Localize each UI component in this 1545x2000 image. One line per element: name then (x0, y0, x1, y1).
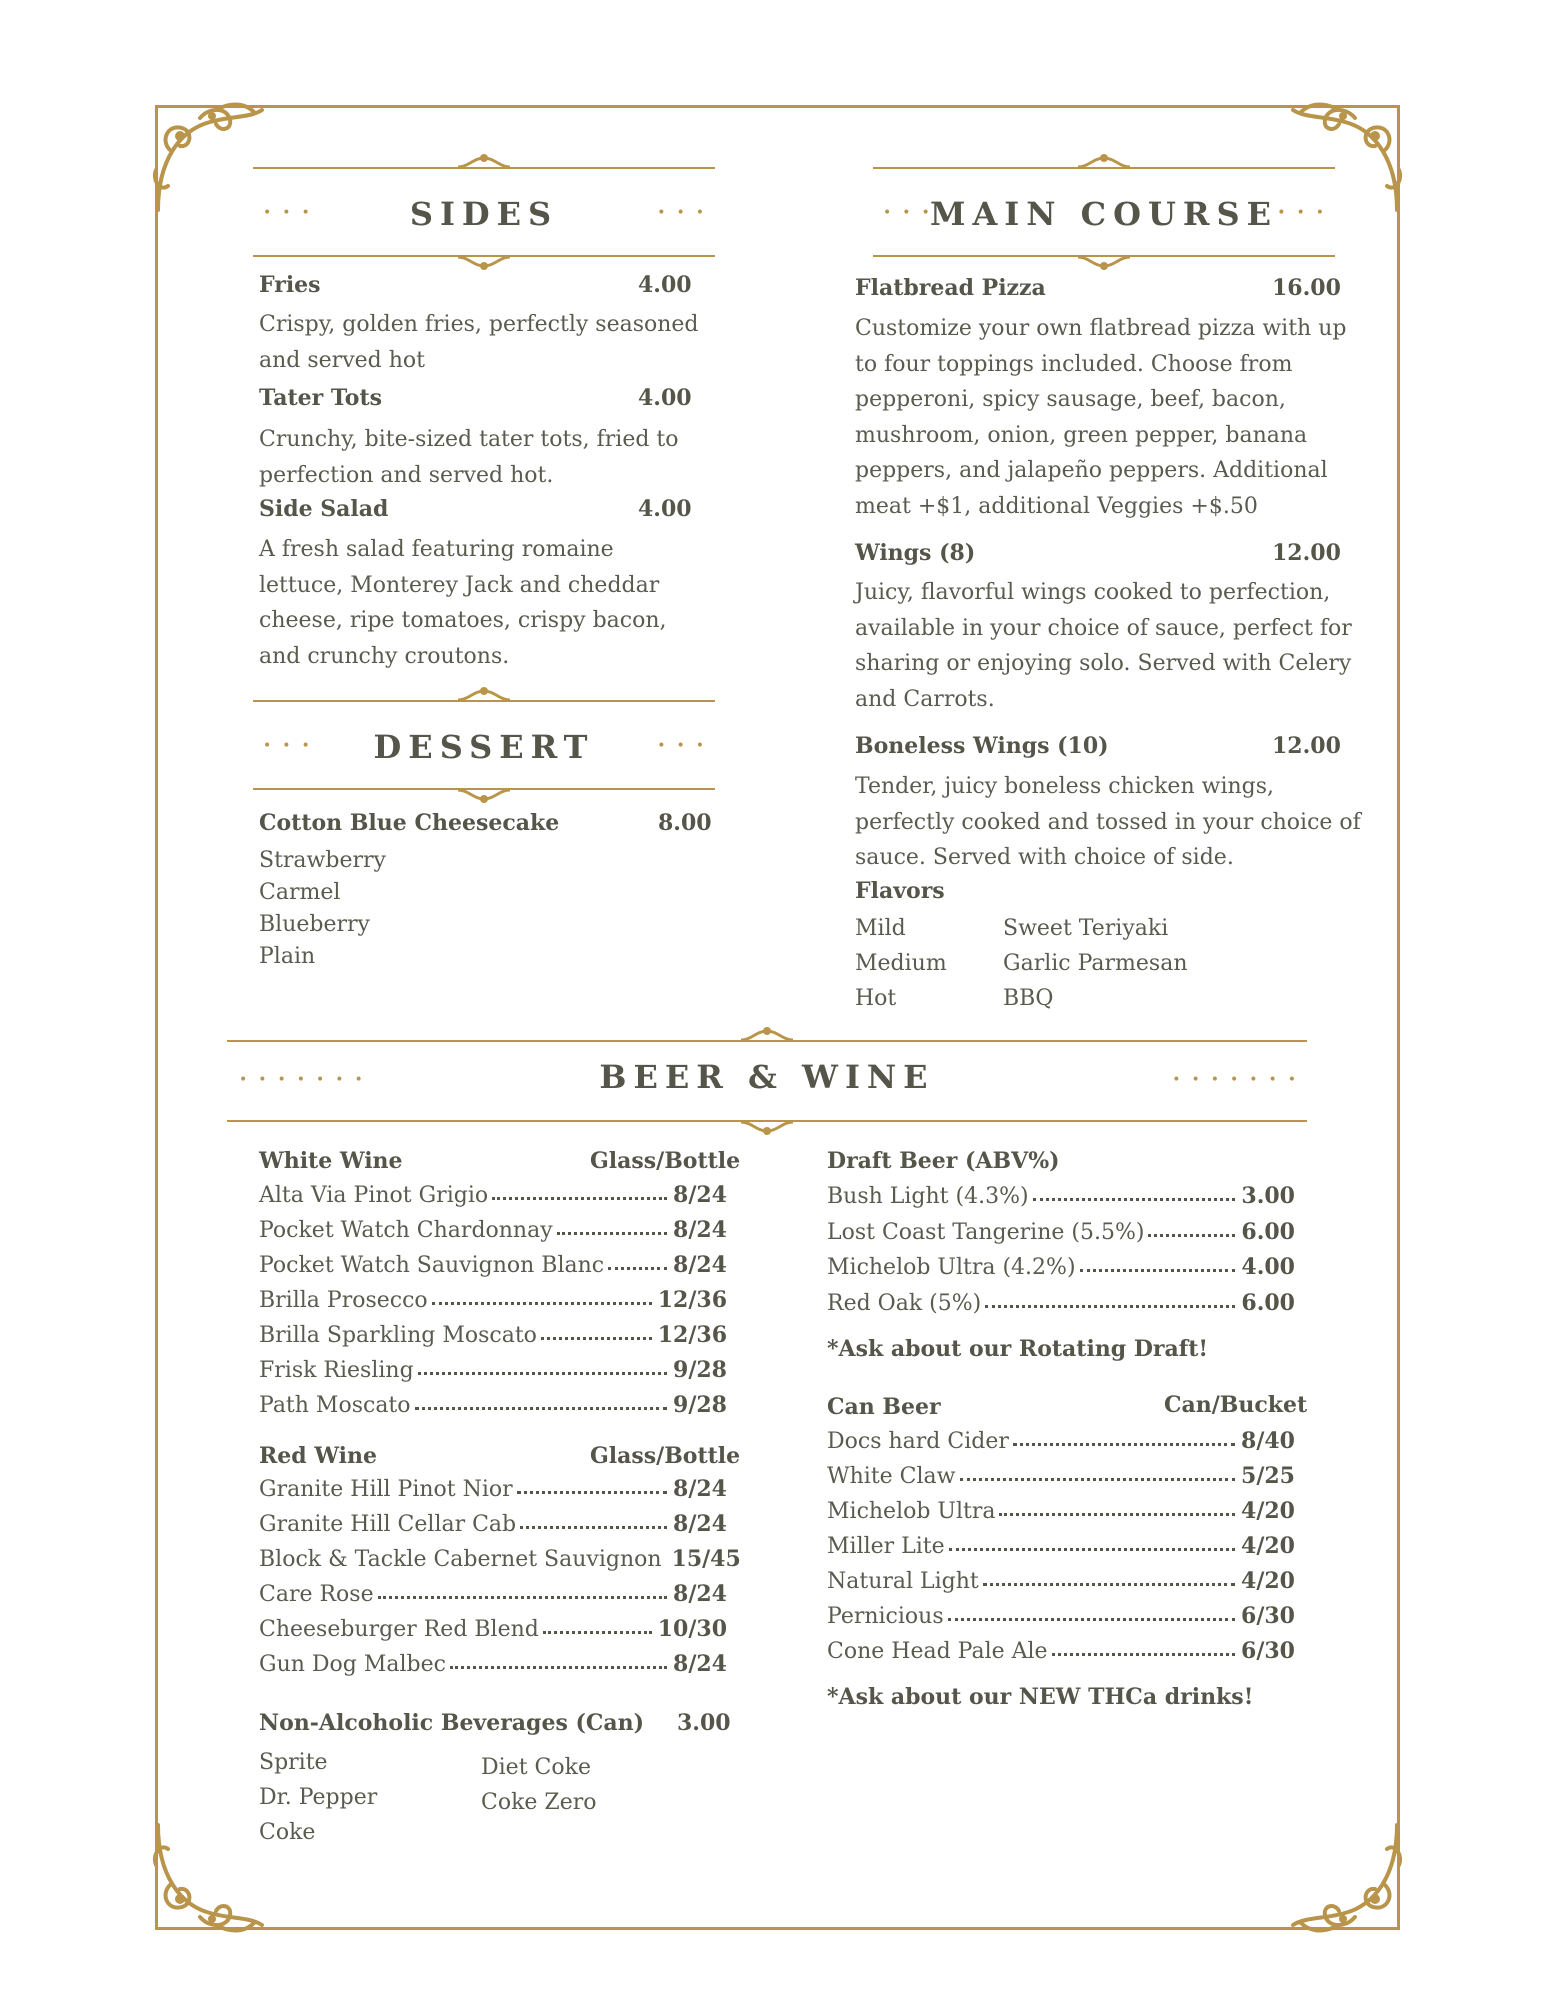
list-item: Red Oak (5%) 6.00 (827, 1290, 1295, 1316)
wing-flavor: Medium (855, 951, 947, 976)
dessert-header (253, 700, 715, 790)
list-item: Cheeseburger Red Blend 10/30 (259, 1616, 727, 1642)
corner-flourish-bottom-left (150, 1815, 270, 1935)
list-item: Frisk Riesling 9/28 (259, 1357, 727, 1383)
main-course-title: MAIN COURSE (930, 195, 1278, 233)
menu-item-name: Boneless Wings (10) (855, 733, 1109, 759)
menu-item-desc: Customize your own flatbread pizza with up to four toppings included. Choose from pepperoni, spicy sausage, beef, bacon, mushroom, onion, green pepper, banana peppers, and jalapeño peppers. Additional meat +$1, additional Veggies +$.50 (855, 316, 1347, 519)
dots-decoration: ••• (883, 205, 941, 221)
beverage-item: Coke (259, 1820, 316, 1845)
wing-flavor: Sweet Teriyaki (1003, 916, 1169, 941)
menu-item-price: 12.00 (1272, 733, 1341, 759)
corner-flourish-top-left (150, 100, 270, 220)
wing-flavor: Mild (855, 916, 906, 941)
list-item: Bush Light (4.3%) 3.00 (827, 1183, 1295, 1209)
list-item: Lost Coast Tangerine (5.5%) 6.00 (827, 1219, 1295, 1245)
menu-item-desc: Tender, juicy boneless chicken wings, perfectly cooked and tossed in your choice of sauce. Served with choice of side. (855, 774, 1361, 870)
dessert-flavor: Blueberry (259, 912, 370, 937)
white-wine-label: White Wine (259, 1148, 403, 1174)
dots-decoration: ••••••• (239, 1072, 374, 1088)
wing-flavor: Hot (855, 986, 897, 1011)
ornament-icon (1076, 256, 1132, 270)
sides-header (253, 167, 715, 257)
menu-item-price: 4.00 (638, 385, 692, 411)
wing-flavor: BBQ (1003, 986, 1054, 1011)
ornament-icon (456, 789, 512, 803)
ornament-icon (456, 256, 512, 270)
menu-item-price: 4.00 (638, 496, 692, 522)
dots-decoration: ••• (657, 738, 715, 754)
beverage-item: Diet Coke (481, 1755, 591, 1780)
draft-note: *Ask about our Rotating Draft! (827, 1336, 1209, 1362)
list-item: White Claw 5/25 (827, 1463, 1295, 1489)
can-beer-label: Can Beer (827, 1394, 941, 1420)
list-item: Michelob Ultra (4.2%) 4.00 (827, 1254, 1295, 1280)
red-wine-unit: Glass/Bottle (590, 1443, 741, 1469)
menu-item-desc: Crunchy, bite-sized tater tots, fried to perfection and served hot. (259, 427, 679, 488)
list-item: Brilla Prosecco 12/36 (259, 1287, 727, 1313)
menu-item-name: Flatbread Pizza (855, 275, 1046, 301)
list-item: Michelob Ultra 4/20 (827, 1498, 1295, 1524)
flavors-label: Flavors (855, 878, 945, 904)
list-item: Docs hard Cider 8/40 (827, 1428, 1295, 1454)
white-wine-unit: Glass/Bottle (590, 1148, 741, 1174)
ornament-icon (456, 154, 512, 168)
dots-decoration: ••••••• (1172, 1072, 1307, 1088)
menu-item-price: 16.00 (1272, 275, 1341, 301)
dessert-flavor: Carmel (259, 880, 341, 905)
menu-item-name: Tater Tots (259, 385, 382, 411)
list-item: Brilla Sparkling Moscato 12/36 (259, 1322, 727, 1348)
list-item: Block & Tackle Cabernet Sauvignon 15/45 (259, 1546, 741, 1572)
menu-item-name: Wings (8) (855, 540, 976, 566)
can-beer-unit: Can/Bucket (1164, 1392, 1308, 1418)
can-note: *Ask about our NEW THCa drinks! (827, 1684, 1254, 1710)
corner-flourish-bottom-right (1285, 1815, 1405, 1935)
menu-item-price: 4.00 (638, 272, 692, 298)
menu-item-name: Fries (259, 272, 321, 298)
list-item: Pocket Watch Chardonnay 8/24 (259, 1217, 727, 1243)
beverage-item: Sprite (259, 1750, 328, 1775)
list-item: Pocket Watch Sauvignon Blanc 8/24 (259, 1252, 727, 1278)
list-item: Cone Head Pale Ale 6/30 (827, 1638, 1295, 1664)
beer-wine-title: BEER & WINE (599, 1058, 935, 1096)
list-item: Natural Light 4/20 (827, 1568, 1295, 1594)
dessert-title: DESSERT (373, 728, 595, 766)
list-item: Pernicious 6/30 (827, 1603, 1295, 1629)
sides-title: SIDES (409, 195, 559, 233)
beer-wine-header (227, 1040, 1307, 1122)
beverage-item: Coke Zero (481, 1790, 597, 1815)
menu-item-name: Side Salad (259, 496, 389, 522)
list-item: Path Moscato 9/28 (259, 1392, 727, 1418)
menu-item-name: Cotton Blue Cheesecake (259, 810, 560, 836)
dessert-flavor: Plain (259, 944, 316, 969)
list-item: Granite Hill Cellar Cab 8/24 (259, 1511, 727, 1537)
dots-decoration: ••• (263, 205, 321, 221)
list-item: Granite Hill Pinot Nior 8/24 (259, 1476, 727, 1502)
non-alcoholic-label: Non-Alcoholic Beverages (Can) (259, 1710, 645, 1736)
menu-item-price: 12.00 (1272, 540, 1341, 566)
wing-flavor: Garlic Parmesan (1003, 951, 1188, 976)
dots-decoration: ••• (1277, 205, 1335, 221)
dessert-flavor: Strawberry (259, 848, 386, 873)
menu-item-desc: A fresh salad featuring romaine lettuce, Monterey Jack and cheddar cheese, ripe tomatoes, crispy bacon, and crunchy croutons. (259, 537, 667, 669)
dots-decoration: ••• (657, 205, 715, 221)
non-alcoholic-price: 3.00 (677, 1710, 731, 1736)
beverage-item: Dr. Pepper (259, 1785, 378, 1810)
ornament-icon (456, 687, 512, 701)
list-item: Alta Via Pinot Grigio 8/24 (259, 1182, 727, 1208)
menu-item-price: 8.00 (658, 810, 712, 836)
list-item: Gun Dog Malbec 8/24 (259, 1651, 727, 1677)
ornament-icon (739, 1121, 795, 1135)
menu-item-desc: Juicy, flavorful wings cooked to perfection, available in your choice of sauce, perfect for sharing or enjoying solo. Served with Celery and Carrots. (855, 580, 1352, 712)
main-course-header (873, 167, 1335, 257)
ornament-icon (1076, 154, 1132, 168)
ornament-icon (739, 1027, 795, 1041)
dots-decoration: ••• (263, 738, 321, 754)
red-wine-label: Red Wine (259, 1443, 377, 1469)
draft-beer-label: Draft Beer (ABV%) (827, 1148, 1060, 1174)
list-item: Miller Lite 4/20 (827, 1533, 1295, 1559)
menu-item-desc: Crispy, golden fries, perfectly seasoned and served hot (259, 312, 699, 373)
list-item: Care Rose 8/24 (259, 1581, 727, 1607)
